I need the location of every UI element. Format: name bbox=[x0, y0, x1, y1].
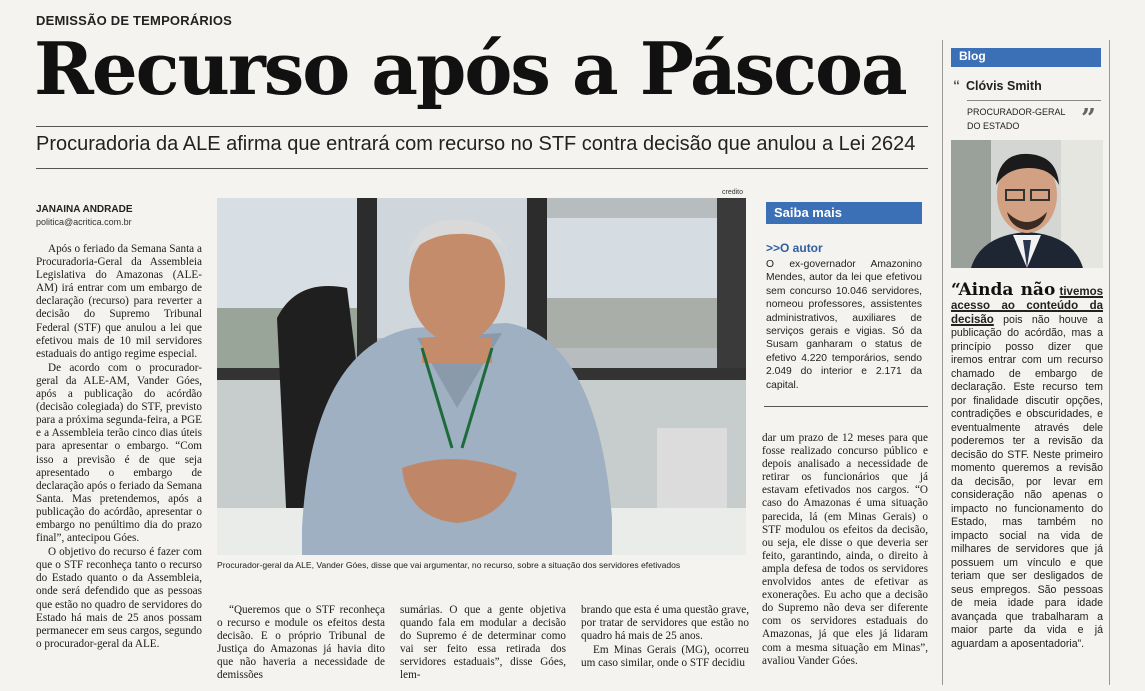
pull-quote: “Ainda não bbox=[951, 280, 1056, 300]
article-photo bbox=[217, 198, 746, 555]
office-photo-illustration bbox=[217, 198, 746, 555]
paragraph: De acordo com o procurador-geral da ALE-AM, Vander Góes, após a publicação do acórdão (decisão colegiada) do STF, previsto para a próxima segunda-feira, a PGE e a Assembleia terão cinco dias úteis para apresentar o embargo. “Com isso a previsão é de que seja apresentado o embargo de declaração após o feriado da Semana Santa. Mas pretendemos, após a publicação do acórdão, apresentar o embargo no penúltimo dia do prazo final”, antecipou Góes. bbox=[36, 361, 202, 545]
article-column-4 bbox=[581, 604, 749, 671]
paragraph: brando que esta é uma questão grave, por tratar de servidores que estão no quadro há mais de 25 anos. bbox=[581, 604, 749, 643]
blog-text bbox=[951, 280, 1103, 651]
paragraph: Após o feriado da Semana Santa a Procuradoria-Geral da Assembleia Legislativa do Amazonas (ALE-AM) irá entrar com um embargo de declaração (recurso) para reverter a decisão do Supremo Tribunal Federal (STF) que anulou a lei que efetivou mais de 10 mil servidores estaduais do antigo regime especial. bbox=[36, 243, 202, 360]
blog-author-name: Clóvis Smith bbox=[966, 79, 1042, 93]
blog-author-role: PROCURADOR-GERAL DO ESTADO bbox=[967, 107, 1066, 131]
paragraph: dar um prazo de 12 meses para que fosse realizado concurso público e depois analisado a necessidade de retirar os funcionários que já estavam efetivados nos cargos. “O caso do Amazonas é uma situação parecida, lá (em Minas Gerais) o STF modulou os efeitos da decisão, ou seja, ele disse o que deveria ser feito, garantindo, ainda, o direito à ampla defesa de todos os servidores envolvidos antes de efetivar as exonerações. Eu acho que a decisão do Supremo não deva ser diferente com os servidores estaduais do Amazonas, já que eles já lidaram com a mesma situação em Minas”, avaliou Vander Góes. bbox=[762, 432, 928, 667]
saiba-mais-rule bbox=[764, 406, 928, 407]
blog-sidebar bbox=[942, 40, 1110, 685]
blog-author bbox=[953, 77, 1042, 93]
quote-open-icon: “ bbox=[953, 77, 960, 93]
author-email[interactable]: politica@acritica.com.br bbox=[36, 217, 132, 227]
photo-credit: credito bbox=[722, 189, 744, 196]
paragraph: “Queremos que o STF reconheça o recurso e module os efeitos desta decisão. E o próprio Tribunal de Justiça do Amazonas já havia dito que não haveria a necessidade de demissões bbox=[217, 604, 385, 682]
article-column-1 bbox=[36, 243, 202, 652]
article-column-2 bbox=[217, 604, 385, 684]
subhead-rule bbox=[36, 168, 928, 169]
subheadline: Procuradoria da ALE afirma que entrará com recurso no STF contra decisão que anulou a Lei 2624 bbox=[36, 133, 916, 155]
blog-body: pois não houve a publicação do acórdão, mas a princípio posso dizer que iremos entrar com um recurso chamado de embargo de declaração. Este recurso tem por finalidade discutir opções, contradições e obscuridades, e eventualmente através dele poderemos ter a revisão da decisão do STF. Neste primeiro momento queremos a revisão da decisão, por levar em consideração não apenas o impacto no funcionamento do Estado, mas também no impacto social na vida de milhares de servidores que já possuem um vínculo e que teriam que ser desligados de seus empregos. São pessoas de meia idade para idade avançada que trabalharam a maior parte da vida e já aguardam a aposentadoria”. bbox=[951, 313, 1103, 650]
photo-caption: Procurador-geral da ALE, Vander Góes, disse que vai argumentar, no recurso, sobre a situação dos servidores efetivados bbox=[217, 560, 681, 570]
author-portrait bbox=[951, 140, 1103, 268]
blog-tab[interactable]: Blog bbox=[951, 48, 1101, 67]
saiba-mais-box bbox=[766, 202, 922, 391]
kicker: DEMISSÃO DE TEMPORÁRIOS bbox=[36, 13, 233, 28]
saiba-mais-title: Saiba mais bbox=[766, 202, 922, 224]
headline-rule bbox=[36, 126, 928, 127]
quote-close-icon: ” bbox=[1081, 104, 1096, 134]
blog-author-rule bbox=[967, 100, 1101, 101]
pull-quote-continuation: tivemos acesso ao conteúdo da decisão bbox=[951, 286, 1103, 326]
saiba-mais-subtitle: >>O autor bbox=[766, 241, 823, 255]
paragraph: sumárias. O que a gente objetiva quando fala em modular a decisão do Supremo é de determinar como vai ser feito essa retirada dos servidores estaduais”, disse Góes, lem- bbox=[400, 604, 566, 682]
author-name: JANAINA ANDRADE bbox=[36, 204, 133, 215]
article-column-5 bbox=[762, 432, 928, 669]
paragraph: O objetivo do recurso é fazer com que o STF reconheça tanto o recurso do Estado quanto o da Assembleia, onde será defendido que as pessoas que estão no quadro de servidores do Estado há mais de 25 anos possam permanecer em seus cargos, segundo o procurador-geral da ALE. bbox=[36, 546, 202, 650]
article-column-3 bbox=[400, 604, 566, 684]
saiba-mais-text: O ex-governador Amazonino Mendes, autor da lei que efetivou sem concurso 10.046 servidores, nomeou professores, assistentes administrativos, auxiliares de serviços gerais e vigias. Só da Susam ganharam o status de efetivo 4.220 temporários, sendo 2.049 do interior e 2.171 da capital. bbox=[766, 259, 922, 391]
portrait-illustration bbox=[951, 140, 1103, 268]
headline: Recurso após a Páscoa bbox=[34, 26, 906, 111]
paragraph: Em Minas Gerais (MG), ocorreu um caso similar, onde o STF decidiu bbox=[581, 644, 749, 670]
